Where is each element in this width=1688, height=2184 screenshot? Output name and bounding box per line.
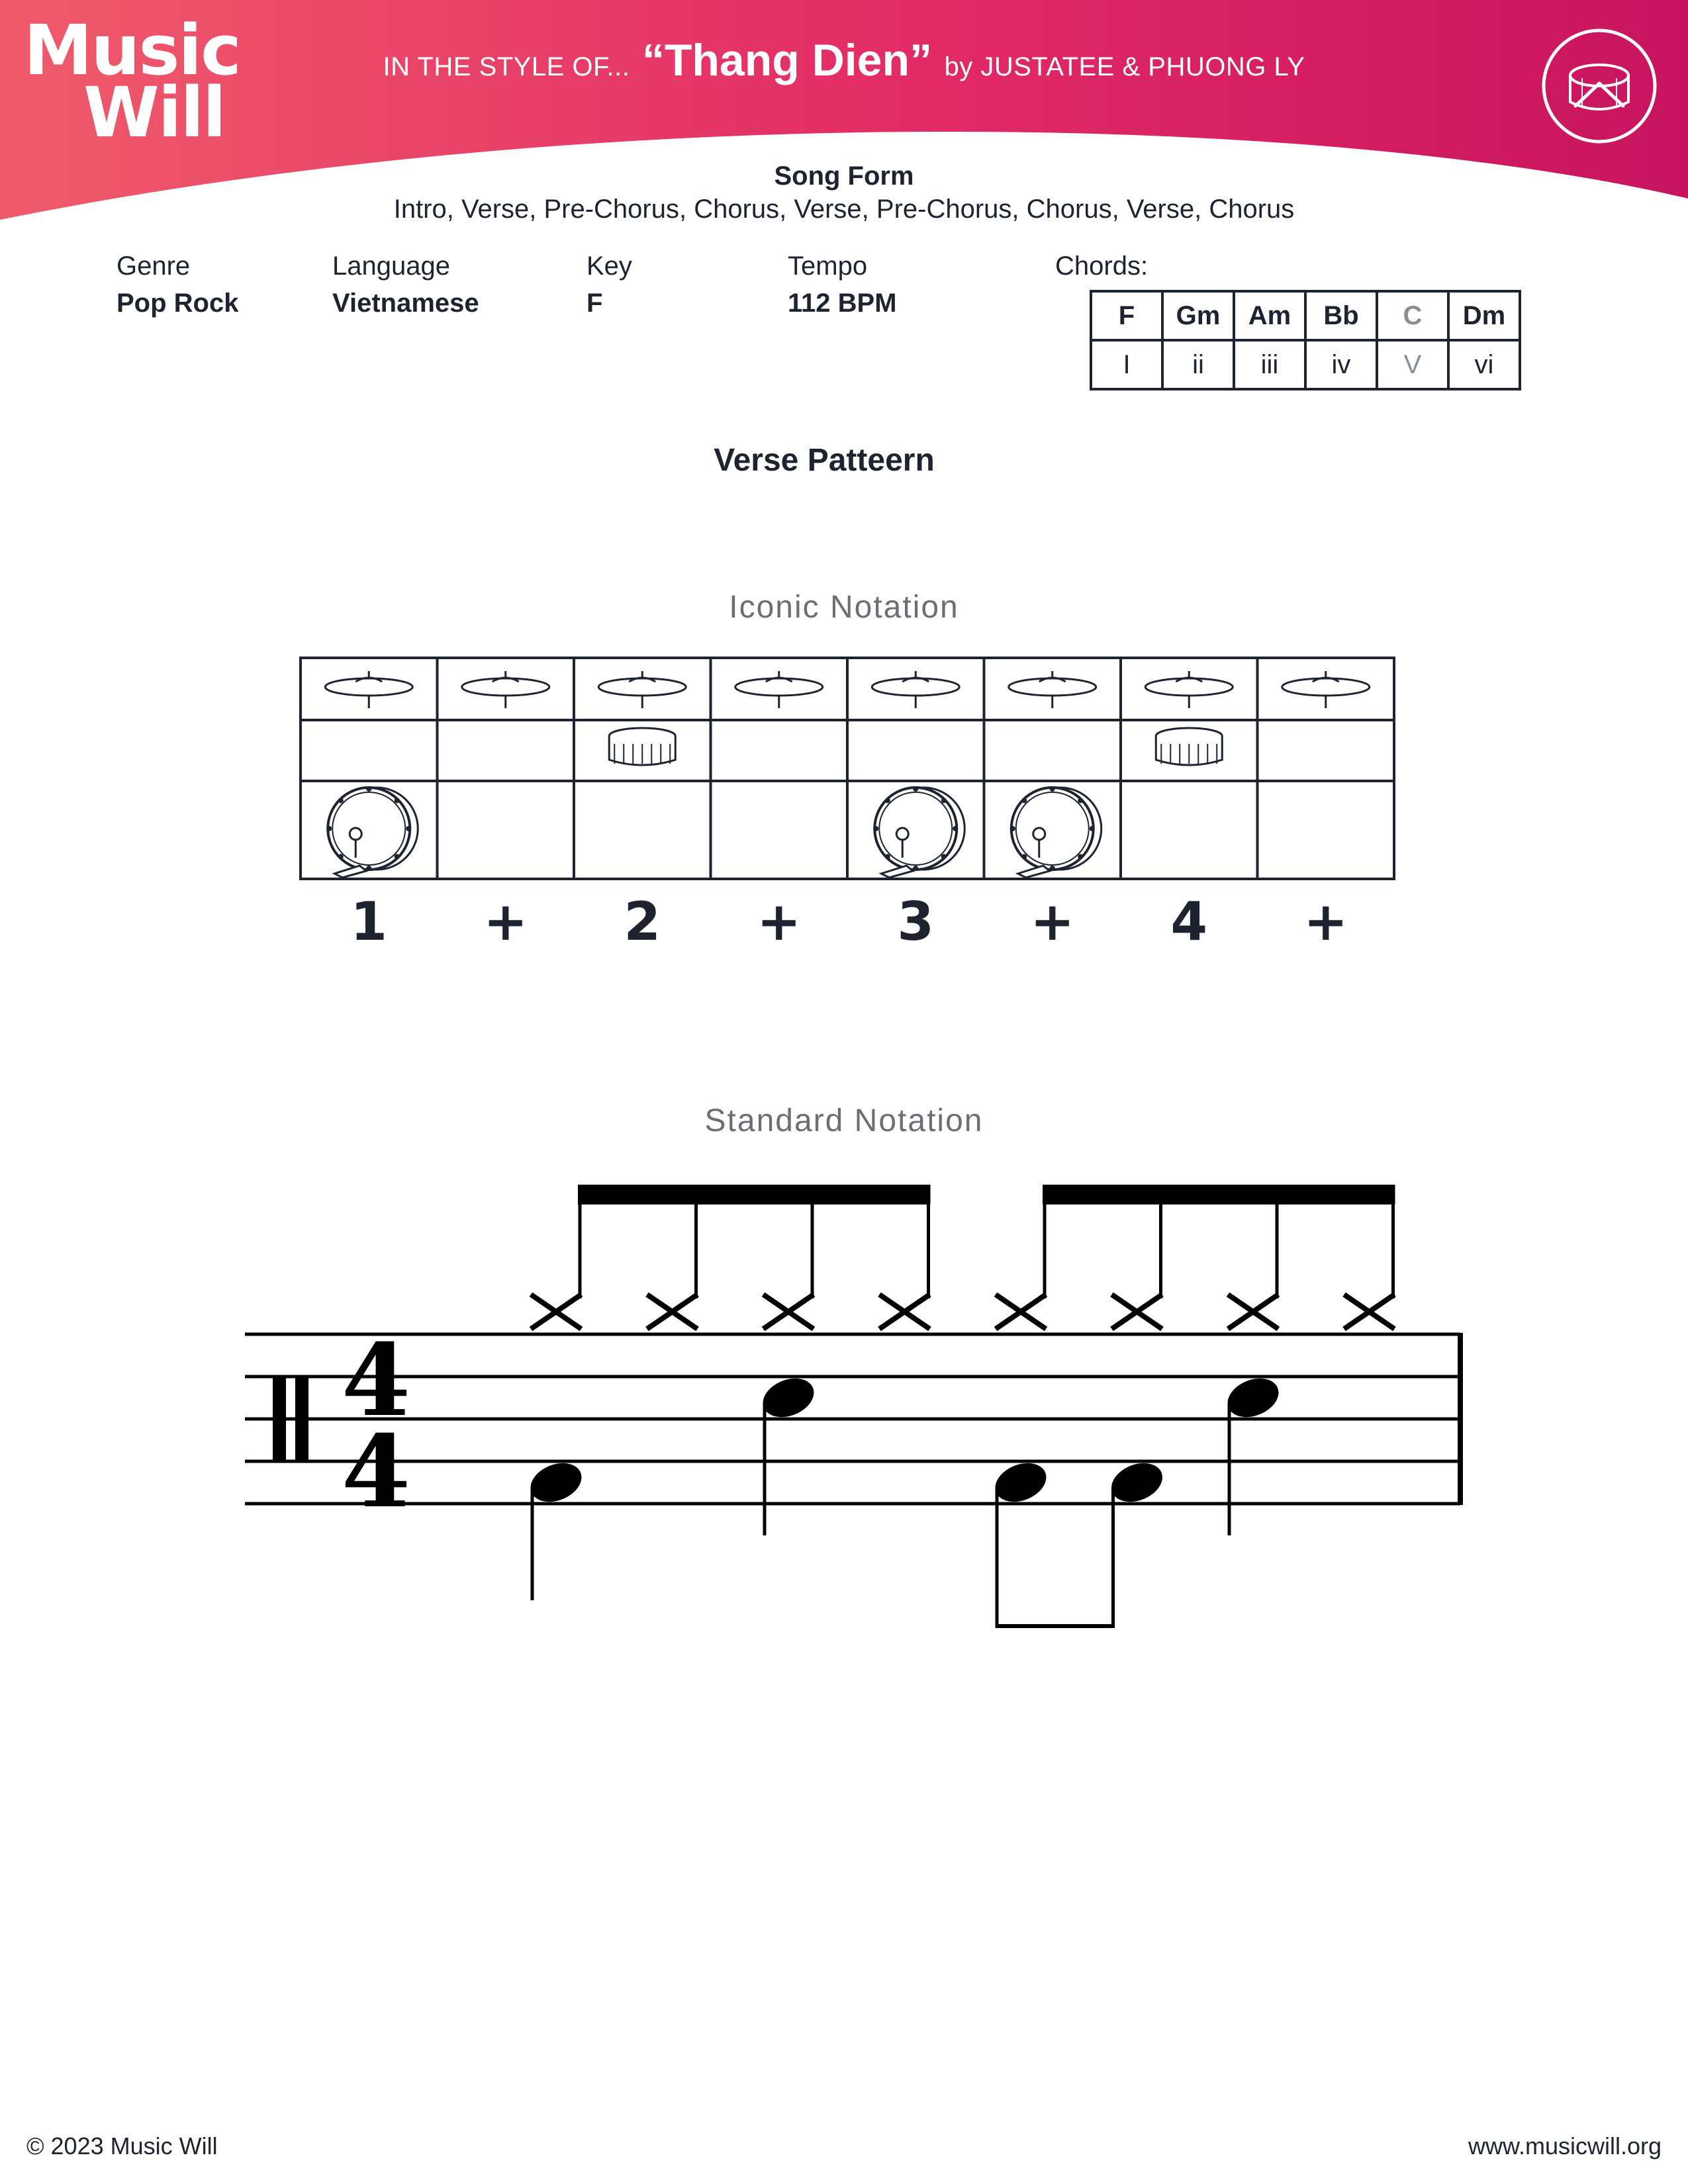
hihat-note <box>1344 1295 1395 1329</box>
hihat-note <box>880 1295 930 1329</box>
hihat-icon <box>1009 671 1096 708</box>
hihat-icon <box>598 671 686 708</box>
hihat-beam <box>1043 1185 1395 1205</box>
hihat-note <box>647 1295 698 1329</box>
beat-count-label: 2 <box>624 891 661 952</box>
drum-icon <box>1541 28 1658 144</box>
tempo-value: 112 BPM <box>788 289 897 318</box>
beat-count-label: 1 <box>350 891 388 952</box>
hihat-note <box>1228 1295 1278 1329</box>
chords-table <box>1090 290 1521 390</box>
hihat-icon <box>872 671 959 708</box>
bass-drum-icon <box>1010 786 1102 878</box>
key-value: F <box>586 289 603 318</box>
chord-name: Bb <box>1305 291 1377 340</box>
kick-beam <box>996 1624 1115 1628</box>
percussion-clef <box>273 1377 286 1461</box>
kick-note <box>525 1456 587 1509</box>
chord-name: F <box>1091 291 1162 340</box>
chords-label: Chords: <box>1055 251 1149 281</box>
header-banner <box>0 0 1688 225</box>
standard-notation-title: Standard Notation <box>704 1103 984 1138</box>
song-form-value: Intro, Verse, Pre-Chorus, Chorus, Verse, Pre-Chorus, Chorus, Verse, Chorus <box>393 195 1295 224</box>
kick-note <box>1105 1456 1168 1509</box>
beat-count-label: + <box>1303 891 1348 952</box>
key-label: Key <box>586 251 632 281</box>
hihat-icon <box>1145 671 1233 708</box>
chord-name: Dm <box>1448 291 1520 340</box>
snare-drum-icon <box>609 728 675 765</box>
title-artist: by JUSTATEE & PHUONG LY <box>944 52 1305 81</box>
hihat-note <box>1112 1295 1162 1329</box>
hihat-icon <box>735 671 823 708</box>
chord-name: Am <box>1234 291 1305 340</box>
hihat-icon <box>325 671 412 708</box>
pattern-title: Verse Patteern <box>714 443 935 478</box>
bass-drum-icon <box>873 786 964 878</box>
genre-label: Genre <box>117 251 191 281</box>
snare-drum-icon <box>1156 728 1222 765</box>
time-signature-bottom: 4 <box>341 1414 411 1530</box>
snare-note <box>1222 1371 1284 1424</box>
chord-numeral: vi <box>1448 340 1520 389</box>
page-title <box>0 34 1688 86</box>
beat-count-label: 3 <box>897 891 935 952</box>
hihat-note <box>763 1295 814 1329</box>
beat-count-label: 4 <box>1170 891 1208 952</box>
drum-staff <box>238 1178 1470 1628</box>
logo-line-2: Will <box>83 71 225 153</box>
beat-count-label: + <box>483 891 528 952</box>
iconic-notation-grid <box>298 655 1397 960</box>
footer-copyright: © 2023 Music Will <box>26 2132 218 2160</box>
hihat-icon <box>462 671 549 708</box>
bass-drum-icon <box>326 786 418 878</box>
hihat-note <box>531 1295 581 1329</box>
hihat-beam <box>578 1185 931 1205</box>
chord-name: Gm <box>1162 291 1234 340</box>
beat-count-label: + <box>1030 891 1075 952</box>
kick-note <box>990 1456 1052 1509</box>
hihat-icon <box>1282 671 1370 708</box>
percussion-clef <box>295 1377 308 1461</box>
chord-numeral: ii <box>1162 340 1234 389</box>
beat-count-label: + <box>757 891 802 952</box>
language-label: Language <box>332 251 450 281</box>
song-form-label: Song Form <box>774 161 914 191</box>
chord-numeral: iv <box>1305 340 1377 389</box>
chord-numerals-row <box>1091 340 1520 389</box>
chord-names-row <box>1091 291 1520 340</box>
logo-line-1: Music <box>24 10 240 91</box>
language-value: Vietnamese <box>332 289 479 318</box>
chord-numeral: iii <box>1234 340 1305 389</box>
tempo-label: Tempo <box>788 251 868 281</box>
title-prefix: IN THE STYLE OF... <box>383 52 630 81</box>
footer-url[interactable]: www.musicwill.org <box>1468 2132 1662 2160</box>
hihat-note <box>996 1295 1046 1329</box>
iconic-notation-title: Iconic Notation <box>729 590 959 625</box>
chord-name: C <box>1377 291 1448 340</box>
chord-numeral: V <box>1377 340 1448 389</box>
time-signature-top: 4 <box>341 1322 411 1439</box>
genre-value: Pop Rock <box>117 289 239 318</box>
song-title: “Thang Dien” <box>641 35 933 85</box>
chord-numeral: I <box>1091 340 1162 389</box>
snare-note <box>757 1371 820 1424</box>
